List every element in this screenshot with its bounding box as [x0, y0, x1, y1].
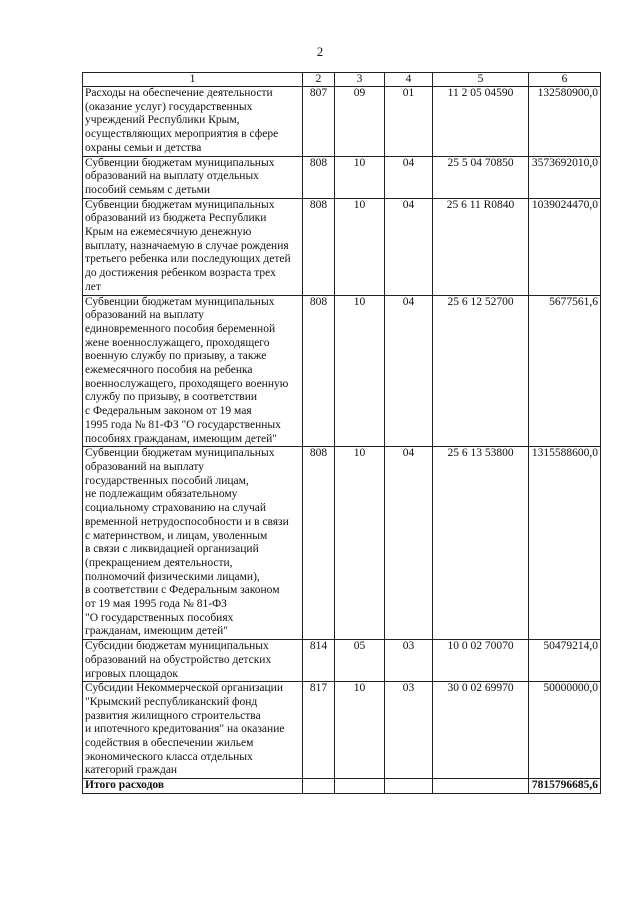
row-name: Субсидии Некоммерческой организации "Крымский республиканский фонд развития жилищного строительства и ипотечного кредитования" на оказание содействия в обеспечении жильем экономического класса отдельных категорий граждан: [83, 682, 303, 779]
row-code-5: 25 6 13 53800: [433, 447, 529, 640]
expenditure-table: [82, 72, 601, 794]
row-name: Субвенции бюджетам муниципальных образований на выплату государственных пособий лицам, не подлежащим обязательному социальному страхованию на случай временной нетрудоспособности и в связи с материнством, и лицам, уволенным в связи с ликвидацией организаций (прекращением деятельности, полномочий физическими лицами), в соответствии с Федеральным законом от 19 мая 1995 года № 81-ФЗ "О государственных пособиях гражданам, имеющим детей": [83, 447, 303, 640]
header-row: [83, 73, 601, 87]
column-header: 1: [83, 73, 303, 87]
column-header: 4: [385, 73, 433, 87]
row-code-4: 04: [385, 198, 433, 295]
column-header: 3: [335, 73, 385, 87]
total-empty-cell: [335, 779, 385, 794]
row-code-2: 808: [303, 447, 335, 640]
row-code-3: 10: [335, 447, 385, 640]
row-code-2: 808: [303, 156, 335, 198]
total-empty-cell: [433, 779, 529, 794]
table-row: [83, 640, 601, 682]
row-code-2: 817: [303, 682, 335, 779]
row-code-3: 10: [335, 295, 385, 447]
row-code-4: 04: [385, 295, 433, 447]
row-sum: 3573692010,0: [529, 156, 601, 198]
row-code-2: 814: [303, 640, 335, 682]
total-empty-cell: [385, 779, 433, 794]
row-code-3: 10: [335, 156, 385, 198]
row-code-5: 25 6 11 R0840: [433, 198, 529, 295]
row-code-5: 11 2 05 04590: [433, 87, 529, 157]
column-header: 6: [529, 73, 601, 87]
table-row: [83, 198, 601, 295]
row-code-5: 10 0 02 70070: [433, 640, 529, 682]
page-number: 2: [316, 44, 324, 59]
row-code-4: 04: [385, 447, 433, 640]
row-name: Субвенции бюджетам муниципальных образований из бюджета Республики Крым на ежемесячную денежную выплату, назначаемую в случае рождения третьего ребенка или последующих детей до достижения ребенком возраста трех лет: [83, 198, 303, 295]
table-row: [83, 295, 601, 447]
row-sum: 1315588600,0: [529, 447, 601, 640]
row-sum: 50479214,0: [529, 640, 601, 682]
row-sum: 1039024470,0: [529, 198, 601, 295]
total-empty-cell: [303, 779, 335, 794]
row-code-3: 10: [335, 198, 385, 295]
row-name: Расходы на обеспечение деятельности (оказание услуг) государственных учреждений Республики Крым, осуществляющих мероприятия в сфере охраны семьи и детства: [83, 87, 303, 157]
row-name: Субвенции бюджетам муниципальных образований на выплату отдельных пособий семьям с детьми: [83, 156, 303, 198]
row-name: Субсидии бюджетам муниципальных образований на обустройство детских игровых площадок: [83, 640, 303, 682]
row-code-4: 04: [385, 156, 433, 198]
row-code-2: 808: [303, 198, 335, 295]
row-code-3: 09: [335, 87, 385, 157]
total-label: Итого расходов: [83, 779, 303, 794]
total-sum: 7815796685,6: [529, 779, 601, 794]
row-code-3: 05: [335, 640, 385, 682]
row-code-4: 03: [385, 640, 433, 682]
column-header: 2: [303, 73, 335, 87]
total-row: [83, 779, 601, 794]
row-sum: 5677561,6: [529, 295, 601, 447]
row-code-5: 25 6 12 52700: [433, 295, 529, 447]
row-code-4: 01: [385, 87, 433, 157]
row-name: Субвенции бюджетам муниципальных образований на выплату единовременного пособия беременной жене военнослужащего, проходящего военную службу по призыву, а также ежемесячного пособия на ребенка военнослужащего, проходящего военную службу по призыву, в соответствии с Федеральным законом от 19 мая 1995 года № 81-ФЗ "О государственных пособиях гражданам, имеющим детей": [83, 295, 303, 447]
table-row: [83, 447, 601, 640]
table-row: [83, 682, 601, 779]
row-code-2: 808: [303, 295, 335, 447]
table-row: [83, 87, 601, 157]
row-sum: 50000000,0: [529, 682, 601, 779]
row-code-5: 25 5 04 70850: [433, 156, 529, 198]
row-code-4: 03: [385, 682, 433, 779]
column-header: 5: [433, 73, 529, 87]
row-code-5: 30 0 02 69970: [433, 682, 529, 779]
row-code-2: 807: [303, 87, 335, 157]
row-code-3: 10: [335, 682, 385, 779]
table-row: [83, 156, 601, 198]
row-sum: 132580900,0: [529, 87, 601, 157]
